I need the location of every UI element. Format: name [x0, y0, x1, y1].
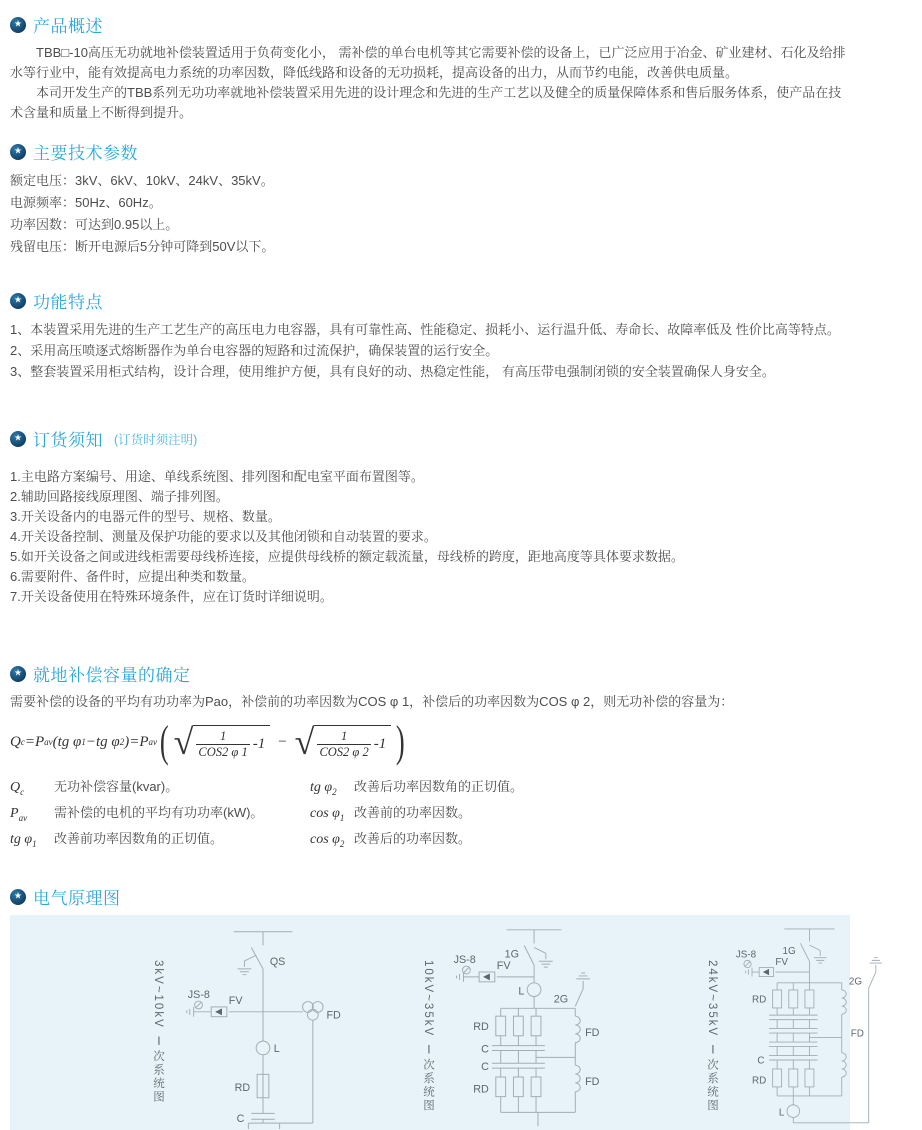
- c-label: C: [481, 1043, 489, 1056]
- definition-text: 无功补偿容量(kvar)。: [54, 779, 179, 794]
- definition-text: 改善前的功率因数。: [354, 805, 472, 820]
- ordering-item: 1.主电路方案编号、用途、单线系统图、排列图和配电室平面布置图等。: [10, 469, 424, 484]
- definition-symbol-sub: 1: [32, 838, 37, 849]
- frac-denominator: COS2 φ 2: [319, 744, 369, 759]
- compensation-formula: Q c = P av ( tg φ 1 − tg φ 2 ) = P av ( √ $\frac{1}{\text{COS2 φ 1}}$ -1 − √ $\frac{1}{\text{COS2 φ 2}}$ -1 ): [10, 717, 405, 766]
- qs-label: QS: [269, 955, 286, 968]
- g2-label: 2G: [848, 976, 863, 988]
- diagram-label: 24kV~35kV Ⅰ次系统图: [706, 960, 718, 1113]
- diagram-label: 3kV~10kV Ⅰ次系统图: [152, 960, 164, 1104]
- l-label: L: [273, 1042, 280, 1055]
- definition-text: 改善前功率因数角的正切值。: [54, 831, 224, 846]
- features-header: [10, 288, 850, 313]
- formula-tg-sub: 1: [81, 737, 86, 747]
- sqrt-tail: -1: [373, 735, 387, 752]
- frac-denominator: COS2 φ 1: [198, 744, 248, 759]
- definition-symbol: P: [10, 806, 19, 821]
- circuit-diagram-1: [168, 920, 358, 1130]
- overview-header: [10, 12, 850, 37]
- definition-symbol: Q: [10, 780, 21, 795]
- definition-row: [310, 828, 850, 854]
- schematic-header: [10, 884, 850, 909]
- circuit-diagram-2: [438, 920, 638, 1130]
- star-badge-icon: [10, 666, 26, 682]
- formula-paren: (: [52, 733, 58, 750]
- param-line: 残留电压：断开电源后5分钟可降到50V以下。: [10, 239, 275, 254]
- sqrt-tail: -1: [252, 735, 266, 752]
- ordering-note: (订货时须注明): [114, 432, 198, 447]
- compensation-title: 就地补偿容量的确定: [33, 666, 191, 685]
- tech-params-header: [10, 139, 850, 164]
- star-badge-icon: [10, 889, 26, 905]
- formula-eq: =: [129, 733, 140, 750]
- section-tech-params: [10, 139, 850, 258]
- ordering-item: 6.需要附件、备件时，应提出种类和数量。: [10, 569, 255, 584]
- formula-p-sub: av: [148, 737, 157, 747]
- rd-label: RD: [752, 994, 767, 1006]
- formula-tg: tg φ: [57, 733, 82, 750]
- ordering-item: 5.如开关设备之间或进线柜需要母线桥连接，应提供母线桥的额定载流量，母线桥的跨度，距地高度等具体要求数据。: [10, 549, 684, 564]
- circuit-diagram-3: [722, 920, 922, 1130]
- diagram-10kv-35kv: [420, 920, 638, 1130]
- definition-row: [10, 802, 310, 828]
- g1-label: 1G: [782, 946, 796, 958]
- definition-symbol-sub: av: [18, 812, 28, 823]
- definition-row: [10, 828, 310, 854]
- sqrt-sign: √: [294, 722, 315, 763]
- formula-sqrt-term: [173, 722, 271, 763]
- fv-label: FV: [496, 960, 511, 973]
- formula-tg-sub: 2: [119, 737, 125, 747]
- c-label: C: [236, 1113, 245, 1126]
- rd-label: RD: [234, 1081, 251, 1094]
- g2-label: 2G: [553, 993, 569, 1006]
- js8-label: JS-8: [735, 949, 757, 961]
- fv-label: FV: [775, 956, 788, 968]
- diagram-24kv-35kv: [704, 920, 922, 1130]
- overview-paragraph: 本司开发生产的TBB系列无功功率就地补偿装置采用先进的设计理念和先进的生产工艺以及健全的质量保障体系和售后服务体系，使产品在技术含量和质量上不断得到提升。: [10, 85, 842, 120]
- star-badge-icon: [10, 17, 26, 33]
- definition-symbol: tg φ: [310, 780, 333, 795]
- capacitor-bank-columns: [769, 983, 817, 1096]
- definition-symbol: tg φ: [10, 832, 33, 847]
- fv-label: FV: [228, 995, 243, 1007]
- formula-minus: −: [85, 733, 96, 750]
- fd-label: FD: [850, 1028, 864, 1040]
- formula-q-sub: c: [20, 737, 25, 747]
- section-overview: [10, 12, 850, 123]
- schematic-title: 电气原理图: [33, 889, 121, 908]
- features-title: 功能特点: [33, 293, 103, 312]
- js8-label: JS-8: [453, 954, 476, 967]
- definition-symbol: cos φ: [310, 806, 340, 821]
- definition-row: [310, 802, 850, 828]
- formula-p-sub: av: [44, 737, 53, 747]
- rd-label: RD: [473, 1020, 489, 1033]
- section-schematic: [10, 884, 864, 1130]
- param-line: 额定电压：3kV、6kV、10kV、24kV、35kV。: [10, 173, 274, 188]
- definition-symbol-sub: c: [20, 786, 25, 797]
- definition-text: 需补偿的电机的平均有功功率(kW)。: [54, 805, 264, 820]
- rd-label: RD: [752, 1075, 767, 1087]
- fd-label: FD: [326, 1009, 341, 1022]
- param-line: 电源频率：50Hz、60Hz。: [10, 195, 162, 210]
- overview-title: 产品概述: [33, 17, 103, 36]
- compensation-intro: 需要补偿的设备的平均有功功率为Pao，补偿前的功率因数为COS φ 1，补偿后的功率因数为COS φ 2，则无功补偿的容量为：: [10, 694, 734, 709]
- definition-row: [310, 776, 850, 802]
- frac-numerator: 1: [340, 729, 348, 744]
- formula-tg: tg φ: [95, 733, 120, 750]
- js8-label: JS-8: [187, 989, 210, 1002]
- ordering-header: [10, 426, 850, 451]
- formula-p: P: [34, 733, 45, 750]
- sqrt-sign: √: [173, 722, 194, 763]
- overview-paragraph: TBB□-10高压无功就地补偿装置适用于负荷变化小， 需补偿的单台电机等其它需要补偿的设备上，已广泛应用于冶金、矿业建材、石化及给排水等行业中，能有效提高电力系统的功率因数，降低线路和设备的无功损耗，提高设备的出力，从而节约电能，改善供电质量。: [10, 45, 846, 80]
- ordering-list: [10, 467, 850, 607]
- c-label: C: [481, 1061, 489, 1074]
- formula-eq: =: [24, 733, 35, 750]
- definition-symbol-sub: 2: [332, 786, 337, 797]
- fd-label: FD: [585, 1075, 600, 1088]
- capacitor-bank-columns: [492, 1008, 545, 1112]
- rd-label: RD: [473, 1083, 489, 1096]
- diagram-label: 10kV~35kV Ⅰ次系统图: [422, 960, 434, 1113]
- schematic-panel: [10, 915, 864, 1130]
- fd-label: FD: [585, 1026, 600, 1039]
- definition-text: 改善后的功率因数。: [354, 831, 472, 846]
- symbol-definitions: [10, 776, 850, 854]
- formula-q: Q: [10, 733, 21, 750]
- diagram-3kv-10kv: [150, 920, 358, 1130]
- definition-row: [10, 776, 310, 802]
- section-ordering: [10, 426, 850, 607]
- formula-paren: ): [124, 733, 130, 750]
- feature-line: 2、采用高压喷逐式熔断器作为单台电容器的短路和过流保护，确保装置的运行安全。: [10, 343, 499, 358]
- section-compensation: [10, 661, 850, 854]
- section-features: [10, 288, 850, 382]
- frac-numerator: 1: [219, 729, 227, 744]
- formula-p: P: [139, 733, 149, 750]
- feature-line: 1、本装置采用先进的生产工艺生产的高压电力电容器，具有可靠性高、性能稳定、损耗小、运行温升低、寿命长、故障率低及 性价比高等特点。: [10, 322, 840, 337]
- definition-symbol-sub: 2: [339, 838, 345, 849]
- ordering-item: 7.开关设备使用在特殊环境条件，应在订货时详细说明。: [10, 589, 333, 604]
- star-badge-icon: [10, 431, 26, 447]
- ordering-item: 2.辅助回路接线原理图、端子排列图。: [10, 489, 229, 504]
- l-label: L: [518, 985, 525, 998]
- definition-symbol-sub: 1: [339, 812, 345, 823]
- definition-symbol: cos φ: [310, 832, 340, 847]
- star-badge-icon: [10, 293, 26, 309]
- c-label: C: [757, 1055, 765, 1067]
- param-line: 功率因数：可达到0.95以上。: [10, 217, 179, 232]
- star-badge-icon: [10, 144, 26, 160]
- formula-minus: −: [278, 733, 287, 750]
- definition-text: 改善后功率因数角的正切值。: [354, 779, 524, 794]
- tech-params-title: 主要技术参数: [33, 144, 138, 163]
- formula-sqrt-term: [294, 722, 392, 763]
- compensation-header: [10, 661, 850, 686]
- ordering-title: 订货须知: [33, 431, 103, 450]
- l-label: L: [778, 1107, 785, 1119]
- ordering-item: 3.开关设备内的电器元件的型号、规格、数量。: [10, 509, 281, 524]
- feature-line: 3、整套装置采用柜式结构，设计合理，使用维护方便，具有良好的动、热稳定性能， 有高压带电强制闭锁的安全装置确保人身安全。: [10, 364, 775, 379]
- g1-label: 1G: [504, 948, 520, 961]
- ordering-item: 4.开关设备控制、测量及保护功能的要求以及其他闭锁和自动装置的要求。: [10, 529, 437, 544]
